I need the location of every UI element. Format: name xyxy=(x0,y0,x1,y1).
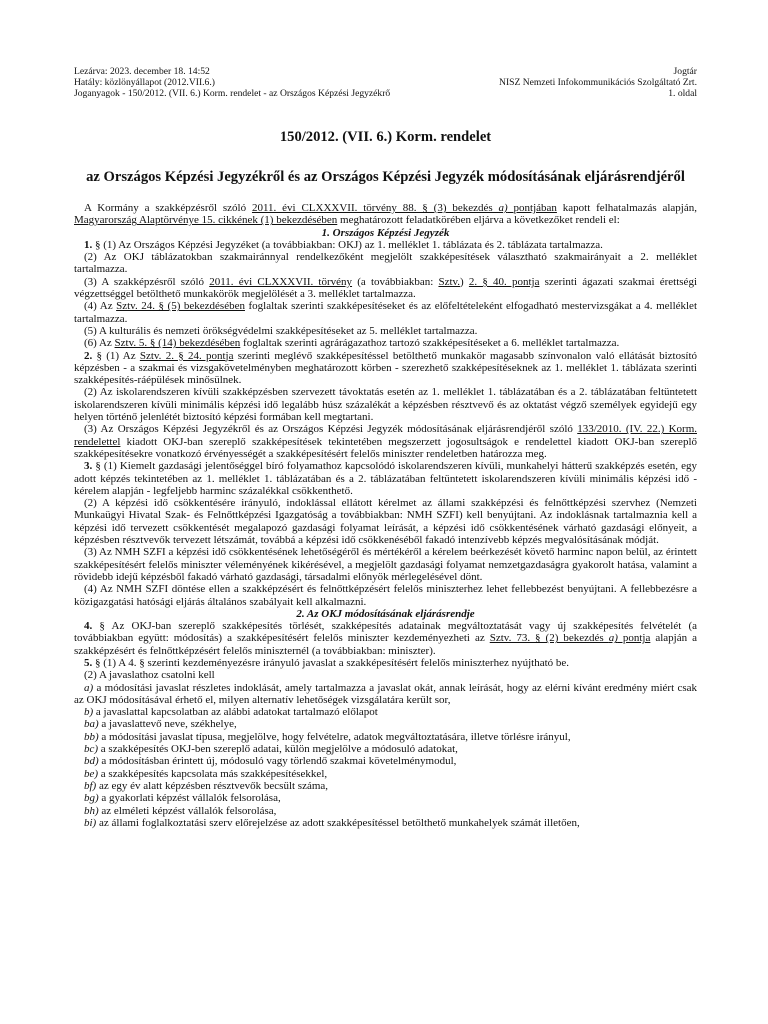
decree-number-title: 150/2012. (VII. 6.) Korm. rendelet xyxy=(279,129,492,145)
document-body xyxy=(74,202,697,829)
paragraph: bd) a módosításban érintett új, módosuló vagy törlendő szakmai követelménymodul, xyxy=(84,755,457,768)
header-right xyxy=(499,66,697,99)
header-org: NISZ Nemzeti Infokommunikációs Szolgáltató Zrt. xyxy=(499,77,697,88)
paragraph: bc) a szakképesítés OKJ-ben szereplő adatai, külön megjelölve a módosuló adatokat, xyxy=(84,743,458,756)
paragraph: ba) a javaslattevő neve, székhelye, xyxy=(84,718,237,731)
header-lezarva: Lezárva: 2023. december 18. 14:52 xyxy=(74,66,210,77)
paragraph: (4) Az NMH SZFI döntése ellen a szakképzésért és felnőttképzésért felelős miniszterhez lehet fellebbezést benyújtani. A fellebbezésre a közigazgatási hatósági eljárás általános szabályait kell alkalmazni. xyxy=(74,583,697,608)
paragraph: (2) Az OKJ táblázatokban szakmairánnyal rendelkezőként megjelölt szakképesítések választható szakmairányait a 2. melléklet tartalmazza. xyxy=(74,251,697,276)
paragraph: 2. § (1) Az Sztv. 2. § 24. pontja szerinti meglévő szakképesítéssel betölthető munkakör magasabb színvonalon való ellátását biztosító képzésben - a szakmai és vizsgakövetelményben meghatározott körben - szerezhető szakképesítéseknek az 1. melléklet 1. táblázata szerinti szakképesítés-ráépülések minősülnek. xyxy=(74,349,697,387)
paragraph: bf) az egy év alatt képzésben résztvevők becsült száma, xyxy=(84,779,329,792)
paragraph: a) a módosítási javaslat részletes indoklását, amely tartalmazza a javaslat okát, annak leírását, hogy az elérni kívánt eredmény miért csak az OKJ módosításával érhető el, milyen alternatív lehetőségek vizsgálatára került sor, xyxy=(74,681,697,706)
paragraph: be) a szakképesítés kapcsolata más szakképesítésekkel, xyxy=(84,767,328,780)
paragraph: (2) A javaslathoz csatolni kell xyxy=(84,669,215,682)
header-publisher: Jogtár xyxy=(673,66,697,77)
header-left xyxy=(74,66,390,99)
paragraph: A Kormány a szakképzésről szóló 2011. évi CLXXXVII. törvény 88. § (3) bekezdés a) pontjában kapott felhatalmazás alapján, Magyarország Alaptörvénye 15. cikkének (1) bekezdésében meghatározott feladatkörében eljárva a következőket rendeli el: xyxy=(74,202,697,227)
decree-subject-title: az Országos Képzési Jegyzékről és az Országos Képzési Jegyzék módosításának eljárásrendjéről xyxy=(86,169,685,185)
paragraph: 4. § Az OKJ-ban szereplő szakképesítés törlését, szakképesítés adatainak megváltoztatását vagy új szakképesítés felvételét (a továbbiakban együtt: módosítás) a szakképesítésért felelős miniszter kezdeményezheti az Sztv. 73. § (2) bekezdés a) pontja alapján a szakképzésért és felnőttképzésért felelős miniszternél (a továbbiakban: miniszter). xyxy=(74,620,697,657)
paragraph: (3) Az NMH SZFI a képzési idő csökkentésének lehetőségéről és mértékéről a kérelem beérkezését követő harminc napon belül, az érintett szakképesítésért felelős miniszter véleményének kikérésével, a megjelölt gazdasági folyamat nemzetgazdaságra gyakorolt hatása, valamint a rövidebb idejű képzésből fakadó várható gazdasági, társadalmi előnyök mérlegelésével dönt. xyxy=(74,546,697,583)
paragraph: bg) a gyakorlati képzést vállalók felsorolása, xyxy=(84,792,281,805)
page-header xyxy=(74,66,697,99)
paragraph: (3) Az Országos Képzési Jegyzékről és az Országos Képzési Jegyzék módosításának eljárásrendjéről szóló 133/2010. (IV. 22.) Korm. rendelettel kiadott OKJ-ban szereplő szakképesítések tekintetében megszerzett jogosultságok e rendelettel kiadott OKJ-ban szereplő szakképesítésekre vonatkozó érvényességét a szakképesítésért felelős miniszter rendeletben határozza meg. xyxy=(74,423,697,460)
paragraph: (6) Az Sztv. 5. § (14) bekezdésében foglaltak szerinti agrárágazathoz tartozó szakképesítéseket a 6. melléklet tartalmazza. xyxy=(84,337,620,350)
paragraph: 1. § (1) Az Országos Képzési Jegyzéket (a továbbiakban: OKJ) az 1. melléklet 1. táblázata és 2. táblázata tartalmazza. xyxy=(84,238,603,251)
paragraph: bi) az állami foglalkoztatási szerv előrejelzése az adott szakképesítéssel betölthető munkahelyek számát illetően, xyxy=(84,816,580,829)
paragraph: (2) A képzési idő csökkentésére irányuló, indoklással ellátott kérelmet az állami szakképzési és felnőttképzési szervhez (Nemzeti Munkaügyi Hivatal Szak- és Felnőttképzési Igazgatóság a továbbiakban: NMH SZFI) kell benyújtani. Az indoklásnak tartalmaznia kell a képzési idő tervezett csökkentését megalapozó gazdasági folyamat leírását, a képzési idő csökkentésének várható gazdasági előnyeit, a képzésben résztvevők tervezett létszámát, továbbá a képzési idő csökkenéséből fakadó intenzívebb képzés megvalósításának módját. xyxy=(74,497,697,547)
paragraph: (2) Az iskolarendszeren kívüli szakképzésben szervezett távoktatás esetén az 1. melléklet 1. táblázatában és a 2. táblázatában feltüntetett iskolarendszeren kívüli minimális képzési idő legalább húsz százalékát a képzésben résztvevő és az oktatást végző személyek egyidejű egy helyen történő jelenlétét biztosító képzési formában kell megtartani. xyxy=(74,386,697,424)
paragraph: 3. § (1) Kiemelt gazdasági jelentőséggel bíró folyamathoz kapcsolódó iskolarendszeren kívüli, munkahelyi hátterű szakképzés esetén, egy adott képzés tekintetében az 1. melléklet 1. táblázatában és a 2. táblázatában feltüntetett iskolarendszeren kívüli minimális képzési idő - kérelem alapján - legfeljebb harminc százalékkal csökkenthető. xyxy=(74,460,697,497)
paragraph: bb) a módosítási javaslat típusa, megjelölve, hogy felvételre, adatok megváltoztatására, illetve törlésre irányul, xyxy=(84,730,571,743)
section-heading: 1. Országos Képzési Jegyzék xyxy=(321,226,450,239)
paragraph: 5. § (1) A 4. § szerinti kezdeményezésre irányuló javaslat a szakképesítésért felelős miniszterhez nyújtható be. xyxy=(84,656,570,669)
paragraph: (3) A szakképzésről szóló 2011. évi CLXXXVII. törvény (a továbbiakban: Sztv.) 2. § 40. pontja szerinti ágazati szakmai érettségi végzettséggel betölthető munkakörök megjelölését a 3. melléklet tartalmazza. xyxy=(74,275,697,301)
paragraph: bh) az elméleti képzést vállalók felsorolása, xyxy=(84,804,277,817)
header-hataly: Hatály: közlönyállapot (2012.VII.6.) xyxy=(74,77,215,88)
header-page-number: 1. oldal xyxy=(668,88,697,99)
header-joganyag: Joganyagok - 150/2012. (VII. 6.) Korm. rendelet - az Országos Képzési Jegyzékrő xyxy=(74,88,391,99)
paragraph: (4) Az Sztv. 24. § (5) bekezdésében foglaltak szerinti szakképesítéseket és az előfeltételeként elfogadható mestervizsgákat a 4. melléklet tartalmazza. xyxy=(74,300,697,325)
section-heading: 2. Az OKJ módosításának eljárásrendje xyxy=(296,607,475,620)
paragraph: (5) A kulturális és nemzeti örökségvédelmi szakképesítéseket az 5. melléklet tartalmazza. xyxy=(84,324,478,337)
paragraph: b) a javaslattal kapcsolatban az alábbi adatokat tartalmazó előlapot xyxy=(84,706,378,719)
